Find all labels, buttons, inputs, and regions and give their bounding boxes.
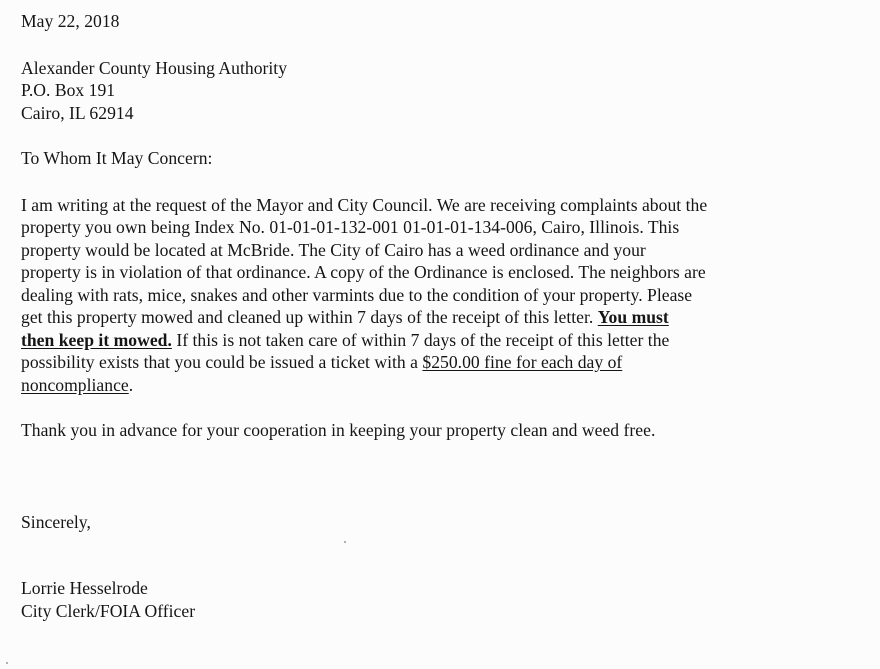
body-line-4: property is in violation of that ordinance. A copy of the Ordinance is enclosed. The neighbors are [21,262,706,282]
recipient-po-box: P.O. Box 191 [21,80,116,100]
scan-speck [6,662,8,664]
thank-you-line: Thank you in advance for your cooperation in keeping your property clean and weed free. [21,420,656,440]
body-line-3: property would be located at McBride. The City of Cairo has a weed ordinance and your [21,240,646,260]
fine-amount: $250.00 fine for each day of [422,352,623,372]
signer-name: Lorrie Hesselrode [21,578,148,598]
closing: Sincerely, [21,512,91,532]
body-line-8 [21,351,622,373]
letter-date: May 22, 2018 [21,11,120,31]
body-line-8-text: possibility exists that you could be issued a ticket with a [21,352,423,372]
salutation: To Whom It May Concern: [21,148,213,168]
signer-title: City Clerk/FOIA Officer [21,601,196,621]
emphasis-keep-it-mowed: then keep it mowed. [21,330,172,350]
emphasis-you-must: You must [597,307,669,327]
recipient-city-state-zip: Cairo, IL 62914 [21,103,134,123]
recipient-name: Alexander County Housing Authority [21,58,288,78]
scan-speck [344,541,346,543]
body-line-1: I am writing at the request of the Mayor and City Council. We are receiving complaints about the [21,195,708,215]
body-line-2: property you own being Index No. 01-01-01-132-001 01-01-01-134-006, Cairo, Illinois. This [21,217,680,237]
body-line-5: dealing with rats, mice, snakes and other varmints due to the condition of your property. Please [21,285,693,305]
body-line-7-text: If this is not taken care of within 7 days of the receipt of this letter the [171,330,670,350]
noncompliance-text: noncompliance [21,375,129,395]
body-line-9 [21,374,133,396]
body-line-6-text: get this property mowed and cleaned up within 7 days of the receipt of this letter. [21,307,598,327]
body-line-6 [21,306,669,328]
body-line-9-text: . [128,375,134,395]
body-line-7 [21,329,669,351]
